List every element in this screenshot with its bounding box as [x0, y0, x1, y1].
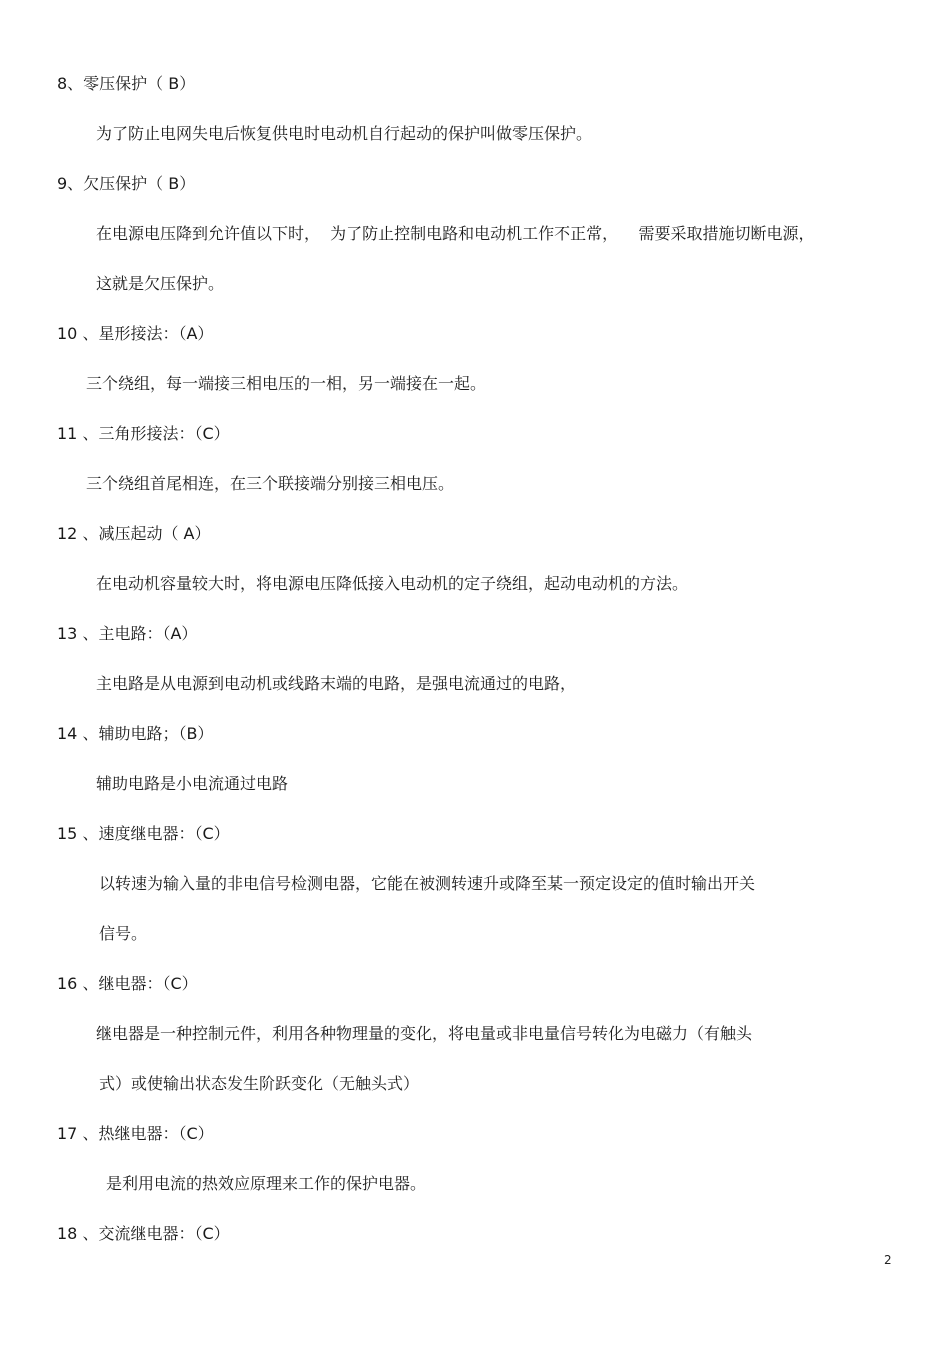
item-14-heading: 14 、辅助电路；（B） — [57, 724, 214, 743]
item-11-heading: 11 、三角形接法：（C） — [57, 424, 230, 443]
item-13-heading: 13 、主电路：（A） — [57, 624, 198, 643]
item-15-body-line-2: 信号。 — [99, 924, 148, 943]
item-9-body-line-1: 在电源电压降到允许值以下时， 为了防止控制电路和电动机工作不正常， 需要采取措施切断电源， — [96, 224, 815, 243]
item-16-heading: 16 、继电器：（C） — [57, 974, 198, 993]
item-16-body-line-1: 继电器是一种控制元件，利用各种物理量的变化，将电量或非电量信号转化为电磁力（有触头 — [96, 1024, 753, 1043]
page-number: 2 — [884, 1253, 892, 1267]
item-10-heading: 10 、星形接法：（A） — [57, 324, 214, 343]
item-16-body-line-2: 式）或使输出状态发生阶跃变化（无触头式） — [99, 1074, 420, 1093]
item-11-body-line-1: 三个绕组首尾相连，在三个联接端分别接三相电压。 — [86, 474, 455, 493]
item-15-heading: 15 、速度继电器：（C） — [57, 824, 230, 843]
item-13-body-line-1: 主电路是从电源到电动机或线路末端的电路，是强电流通过的电路， — [96, 674, 577, 693]
item-17-heading: 17 、热继电器：（C） — [57, 1124, 214, 1143]
item-18-heading: 18 、交流继电器：（C） — [57, 1224, 230, 1243]
item-17-body-line-1: 是利用电流的热效应原理来工作的保护电器。 — [106, 1174, 427, 1193]
item-8-heading: 8、零压保护（ B） — [57, 74, 196, 93]
item-9-body-line-2: 这就是欠压保护。 — [96, 274, 225, 293]
item-9-heading: 9、欠压保护（ B） — [57, 174, 196, 193]
item-15-body-line-1: 以转速为输入量的非电信号检测电器，它能在被测转速升或降至某一预定设定的值时输出开关 — [99, 874, 756, 893]
item-12-heading: 12 、减压起动（ A） — [57, 524, 211, 543]
item-14-body-line-1: 辅助电路是小电流通过电路 — [96, 774, 289, 793]
item-10-body-line-1: 三个绕组，每一端接三相电压的一相，另一端接在一起。 — [86, 374, 487, 393]
item-12-body-line-1: 在电动机容量较大时，将电源电压降低接入电动机的定子绕组，起动电动机的方法。 — [96, 574, 689, 593]
item-8-body-line-1: 为了防止电网失电后恢复供电时电动机自行起动的保护叫做零压保护。 — [96, 124, 593, 143]
